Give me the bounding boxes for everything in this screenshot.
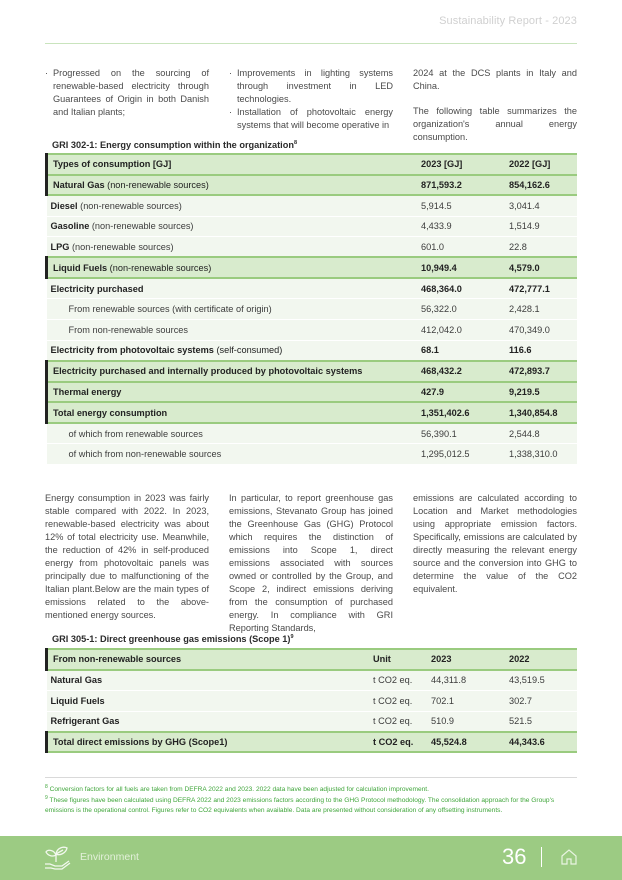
cell-type xyxy=(47,444,418,465)
table-row xyxy=(47,340,578,361)
cell-type xyxy=(47,382,418,403)
cell-type xyxy=(47,237,418,258)
footnote-8: $^8$ Conversion factors for all fuels are taken from DEFRA 2022 and 2023. 2022 data have been adjusted for calculation improvement. xyxy=(45,784,429,794)
header-cell-type: Types of consumption [GJ] xyxy=(47,154,418,175)
table-row xyxy=(47,444,578,465)
table-row xyxy=(47,711,578,732)
row-label: Liquid Fuels xyxy=(53,262,108,273)
cell-2023: 56,322.0 xyxy=(417,299,505,320)
cell-2022: 472,893.7 xyxy=(505,361,577,382)
energy-table-title: GRI 302-1: Energy consumption within the organization$^8$ xyxy=(52,140,298,151)
cell-2023: 702.1 xyxy=(427,690,505,711)
home-icon[interactable] xyxy=(560,848,578,866)
table-row xyxy=(47,320,578,341)
cell-source: Natural Gas xyxy=(47,670,370,691)
plant-in-hand-icon xyxy=(42,843,72,871)
section-label: Environment xyxy=(80,851,139,863)
footnote-9: $^9$ These figures have been calculated using DEFRA 2022 and 2023 emissions factors according to the GHG Protocol methodology. The consolidation approach for the Group's emissions is the operational control. Figures refer to CO2 equivalents when available. Data are presented without consideration of any offsetting instruments. xyxy=(45,795,555,814)
row-label: From non-renewable sources xyxy=(68,324,188,335)
table-row xyxy=(47,216,578,237)
cell-unit: t CO2 eq. xyxy=(369,690,427,711)
paragraph: 2024 at the DCS plants in Italy and China. xyxy=(413,68,577,91)
cell-type xyxy=(47,402,418,423)
cell-2022: 9,219.5 xyxy=(505,382,577,403)
cell-type xyxy=(47,361,418,382)
cell-2023: 1,351,402.6 xyxy=(417,402,505,423)
energy-consumption-table xyxy=(45,153,577,465)
cell-unit: t CO2 eq. xyxy=(369,670,427,691)
table-header-row xyxy=(47,154,578,175)
table-row xyxy=(47,732,578,753)
cell-2022: 2,544.8 xyxy=(505,423,577,444)
footer-separator xyxy=(541,847,542,867)
intro-col-2 xyxy=(229,67,393,144)
table-row xyxy=(47,175,578,196)
cell-source: Total direct emissions by GHG (Scope1) xyxy=(47,732,370,753)
cell-2023: 5,914.5 xyxy=(417,195,505,216)
cell-source: Liquid Fuels xyxy=(47,690,370,711)
cell-2023: 510.9 xyxy=(427,711,505,732)
cell-2022: 44,343.6 xyxy=(505,732,577,753)
row-label: Thermal energy xyxy=(53,386,122,397)
row-note: (non-renewable sources) xyxy=(107,262,212,273)
row-label: From renewable sources (with certificate of origin) xyxy=(68,304,272,315)
row-label: Natural Gas xyxy=(53,180,105,191)
header-divider xyxy=(45,43,577,44)
cell-2022: 3,041.4 xyxy=(505,195,577,216)
cell-2022: 1,514.9 xyxy=(505,216,577,237)
header-cell-2023: 2023 [GJ] xyxy=(417,154,505,175)
table-row xyxy=(47,299,578,320)
bullet-item: · Improvements in lighting systems through investment in LED technologies. xyxy=(229,67,393,106)
cell-source: Refrigerant Gas xyxy=(47,711,370,732)
header-cell-2022: 2022 xyxy=(505,649,577,670)
table-header-row xyxy=(47,649,578,670)
cell-type xyxy=(47,340,418,361)
cell-type xyxy=(47,320,418,341)
table-row xyxy=(47,195,578,216)
header-cell-source: From non-renewable sources xyxy=(47,649,370,670)
intro-col-1 xyxy=(45,67,209,144)
bullet-item: · Progressed on the sourcing of renewable-based electricity through Guarantees of Origin in both Danish and Italian plants; xyxy=(45,67,209,119)
cell-2022: 302.7 xyxy=(505,690,577,711)
cell-2022: 470,349.0 xyxy=(505,320,577,341)
header-cell-2023: 2023 xyxy=(427,649,505,670)
cell-2023: 1,295,012.5 xyxy=(417,444,505,465)
row-note: (self-consumed) xyxy=(213,345,283,356)
bullet-item: · Installation of photovoltaic energy systems that will become operative in xyxy=(229,106,393,132)
cell-type xyxy=(47,278,418,299)
row-label: Electricity from photovoltaic systems xyxy=(50,345,214,356)
cell-2022: 1,338,310.0 xyxy=(505,444,577,465)
cell-2023: 4,433.9 xyxy=(417,216,505,237)
cell-2022: 854,162.6 xyxy=(505,175,577,196)
footnote-ref: 8 xyxy=(293,140,298,146)
table-row xyxy=(47,278,578,299)
cell-2023: 68.1 xyxy=(417,340,505,361)
row-label: LPG xyxy=(50,241,70,252)
row-note: (non-renewable sources) xyxy=(69,241,174,252)
cell-type xyxy=(47,423,418,444)
row-label: of which from renewable sources xyxy=(68,428,203,439)
cell-2022: 521.5 xyxy=(505,711,577,732)
cell-2023: 10,949.4 xyxy=(417,257,505,278)
row-label: Total energy consumption xyxy=(53,407,168,418)
table-row xyxy=(47,237,578,258)
body-text xyxy=(45,492,577,635)
table-row xyxy=(47,670,578,691)
cell-2023: 412,042.0 xyxy=(417,320,505,341)
intro-text xyxy=(45,67,577,144)
footnotes xyxy=(45,783,577,815)
cell-2023: 871,593.2 xyxy=(417,175,505,196)
row-note: (non-renewable sources) xyxy=(89,221,194,232)
page-footer xyxy=(0,836,622,880)
ghg-emissions-table xyxy=(45,648,577,753)
cell-2022: 1,340,854.8 xyxy=(505,402,577,423)
cell-2022: 4,579.0 xyxy=(505,257,577,278)
cell-2022: 2,428.1 xyxy=(505,299,577,320)
cell-unit: t CO2 eq. xyxy=(369,711,427,732)
cell-2022: 43,519.5 xyxy=(505,670,577,691)
table-row xyxy=(47,382,578,403)
row-label: Diesel xyxy=(50,200,78,211)
cell-2023: 468,364.0 xyxy=(417,278,505,299)
row-label: Gasoline xyxy=(50,221,90,232)
row-label: Electricity purchased and internally produced by photovoltaic systems xyxy=(53,366,363,377)
row-label: of which from non-renewable sources xyxy=(68,448,222,459)
header-cell-unit: Unit xyxy=(369,649,427,670)
cell-unit: t CO2 eq. xyxy=(369,732,427,753)
ghg-table-title: GRI 305-1: Direct greenhouse gas emissions (Scope 1)$^9$ xyxy=(52,634,294,645)
body-col-1: Energy consumption in 2023 was fairly stable compared with 2022. In 2023, renewable-based electricity was about 12% of total electricity use. Meanwhile, the reduction of 42% in self-produced energy from photovoltaic panels was principally due to malfunctioning of the Italian plant.Below are the main types of emissions related to the above-mentioned energy sources. xyxy=(45,493,209,620)
footnote-divider xyxy=(45,777,577,778)
cell-type xyxy=(47,216,418,237)
cell-2022: 116.6 xyxy=(505,340,577,361)
cell-2023: 427.9 xyxy=(417,382,505,403)
cell-2022: 22.8 xyxy=(505,237,577,258)
footnote-ref: 9 xyxy=(290,634,294,640)
intro-col-3 xyxy=(413,67,577,144)
cell-2023: 45,524.8 xyxy=(427,732,505,753)
table-row xyxy=(47,257,578,278)
table-row xyxy=(47,690,578,711)
page-number: 36 xyxy=(502,844,527,869)
cell-type xyxy=(47,195,418,216)
cell-type xyxy=(47,175,418,196)
body-col-2: In particular, to report greenhouse gas emissions, Stevanato Group has joined the Greenhouse Gas (GHG) Protocol which requires the distinction of emissions into Scope 1, direct emissions associated with sources owned or controlled by the Group, and Scope 2, indirect emissions deriving from the consumption of purchased energy. In compliance with GRI Reporting Standards, xyxy=(229,493,393,633)
row-note: (non-renewable sources) xyxy=(77,200,182,211)
header-cell-2022: 2022 [GJ] xyxy=(505,154,577,175)
cell-type xyxy=(47,299,418,320)
row-note: (non-renewable sources) xyxy=(104,180,209,191)
cell-2023: 601.0 xyxy=(417,237,505,258)
table-row xyxy=(47,423,578,444)
table-row xyxy=(47,361,578,382)
table-row xyxy=(47,402,578,423)
paragraph: The following table summarizes the organization's annual energy consumption. xyxy=(413,106,577,142)
cell-type xyxy=(47,257,418,278)
body-col-3: emissions are calculated according to Location and Market methodologies using appropriate emission factors. Specifically, emissions are calculated by directly measuring the relevant energy source and the conversion into GHG to determine the value of the CO2 equivalent. xyxy=(413,493,577,594)
cell-2022: 472,777.1 xyxy=(505,278,577,299)
report-title: Sustainability Report - 2023 xyxy=(439,15,577,27)
row-label: Electricity purchased xyxy=(50,283,144,294)
cell-2023: 44,311.8 xyxy=(427,670,505,691)
cell-2023: 56,390.1 xyxy=(417,423,505,444)
cell-2023: 468,432.2 xyxy=(417,361,505,382)
